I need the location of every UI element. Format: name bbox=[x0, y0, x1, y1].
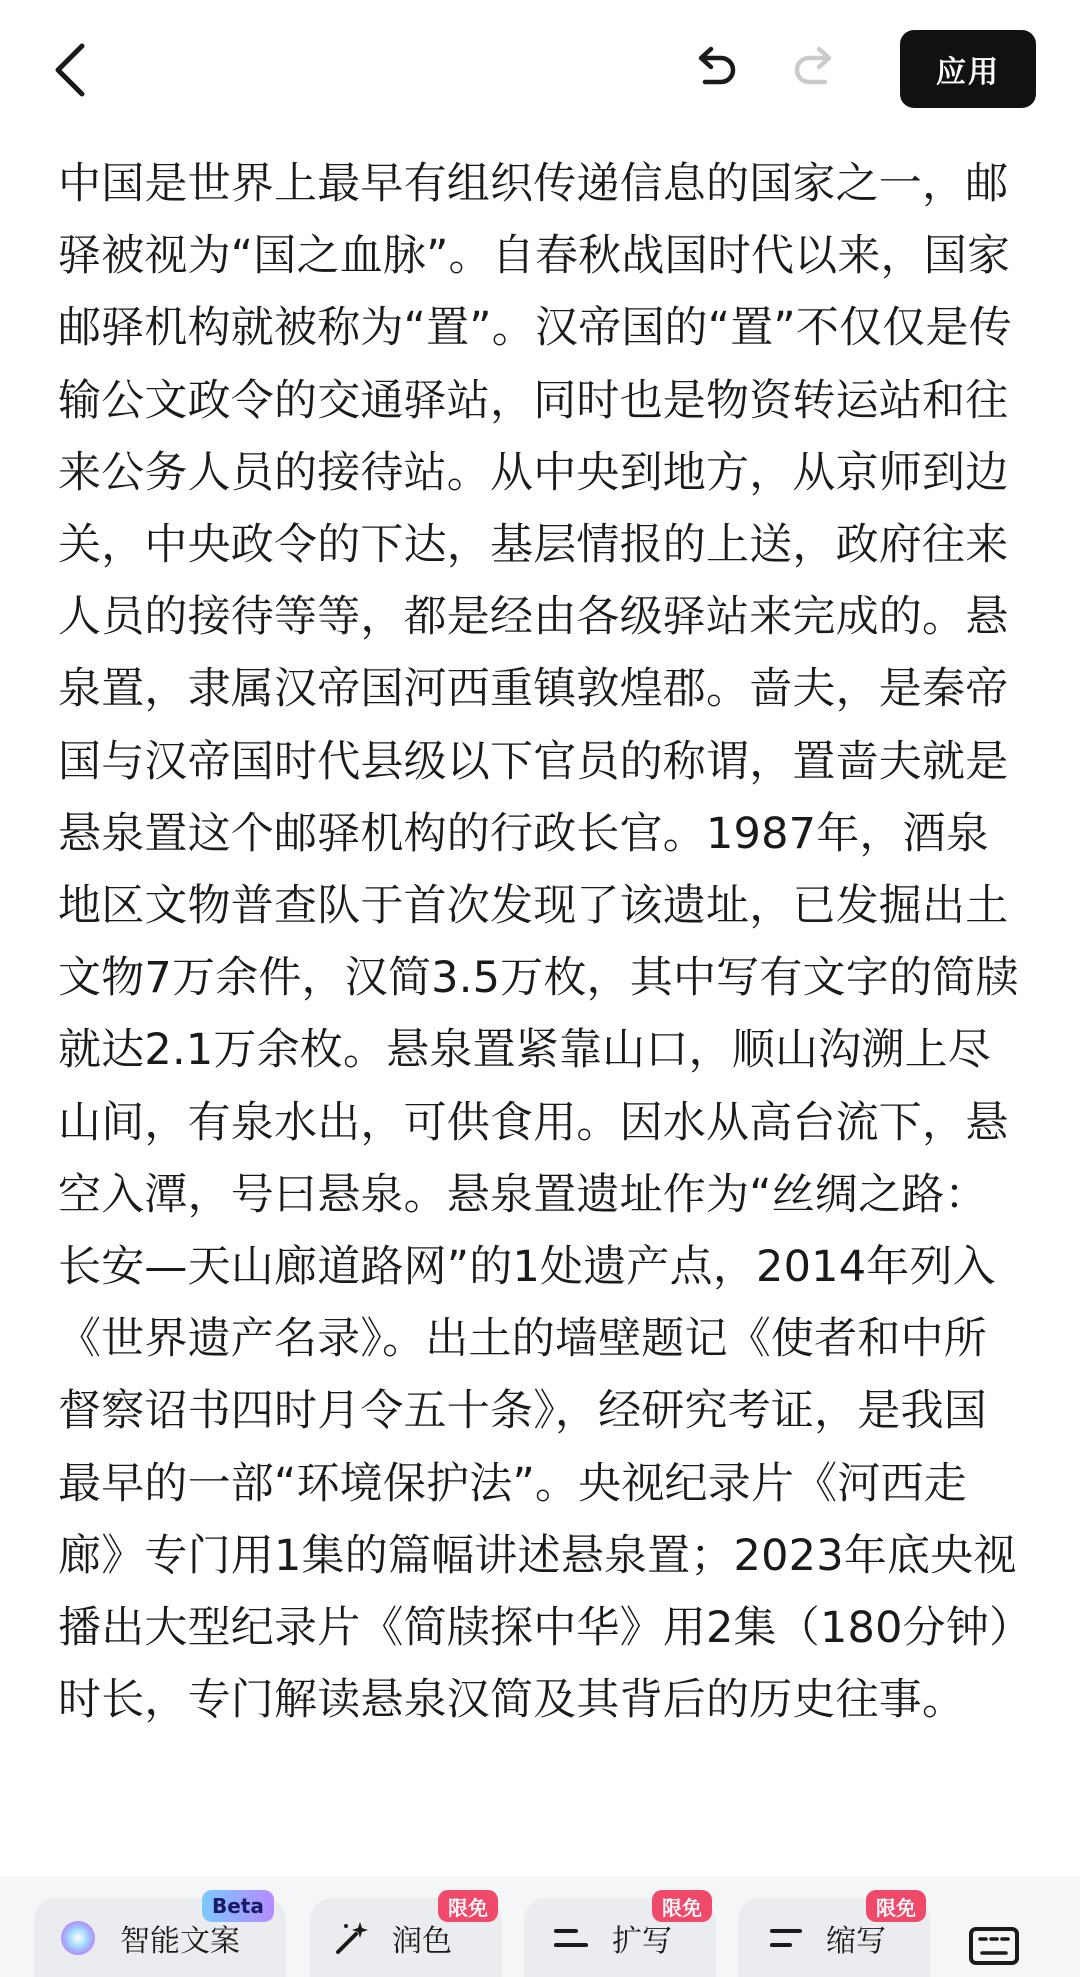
free-badge: 限免 bbox=[652, 1890, 712, 1922]
tool-polish[interactable] bbox=[310, 1895, 502, 1977]
free-badge: 限免 bbox=[866, 1890, 926, 1922]
beta-badge: Beta bbox=[202, 1890, 274, 1922]
tool-expand[interactable] bbox=[524, 1895, 716, 1977]
free-badge: 限免 bbox=[438, 1890, 498, 1922]
back-button[interactable] bbox=[40, 30, 100, 110]
keyboard-icon bbox=[968, 1926, 1020, 1966]
tool-label: 润色 bbox=[392, 1923, 452, 1959]
undo-icon bbox=[691, 46, 737, 90]
apply-button[interactable]: 应用 bbox=[900, 30, 1036, 108]
tool-label: 扩写 bbox=[612, 1923, 672, 1959]
keyboard-button[interactable] bbox=[966, 1918, 1022, 1974]
redo-icon bbox=[793, 46, 839, 90]
ai-orb-icon bbox=[58, 1918, 98, 1958]
editor-content[interactable] bbox=[0, 140, 1080, 1860]
tool-smart-copy[interactable] bbox=[34, 1894, 286, 1977]
ai-toolbar bbox=[0, 1876, 1080, 1977]
article-text[interactable]: 中国是世界上最早有组织传递信息的国家之一，邮驿被视为“国之血脉”。自春秋战国时代以来，国家邮驿机构就被称为“置”。汉帝国的“置”不仅仅是传输公文政令的交通驿站，同时也是物资转运站和往来公务人员的接待站。从中央到地方，从京师到边关，中央政令的下达，基层情报的上送，政府往来人员的接待等等，都是经由各级驿站来完成的。悬泉置，隶属汉帝国河西重镇敦煌郡。啬夫，是秦帝国与汉帝国时代县级以下官员的称谓，置啬夫就是悬泉置这个邮驿机构的行政长官。1987年，酒泉地区文物普查队于首次发现了该遗址，已发掘出土文物7万余件，汉简3.5万枚，其中写有文字的简牍就达2.1万余枚。悬泉置紧靠山口，顺山沟溯上尽山间，有泉水出，可供食用。因水从高台流下，悬空入潭，号曰悬泉。悬泉置遗址作为“丝绸之路：长安—天山廊道路网”的1处遗产点，2014年列入《世界遗产名录》。出土的墙壁题记《使者和中所督察诏书四时月令五十条》，经研究考证，是我国最早的一部“环境保护法”。央视纪录片《河西走廊》专门用1集的篇幅讲述悬泉置；2023年底央视播出大型纪录片《简牍探中华》用2集（180分钟）时长，专门解读悬泉汉简及其背后的历史往事。 bbox=[58, 159, 1019, 1726]
chevron-left-icon bbox=[50, 42, 90, 98]
expand-lines-icon bbox=[552, 1918, 592, 1958]
magic-wand-icon bbox=[332, 1918, 372, 1958]
shrink-lines-icon bbox=[766, 1918, 806, 1958]
tool-label: 智能文案 bbox=[120, 1923, 240, 1959]
tool-shrink[interactable] bbox=[738, 1895, 930, 1977]
tool-label: 缩写 bbox=[826, 1923, 886, 1959]
undo-button[interactable] bbox=[684, 36, 744, 100]
redo-button[interactable] bbox=[786, 36, 846, 100]
top-bar bbox=[0, 0, 1080, 140]
